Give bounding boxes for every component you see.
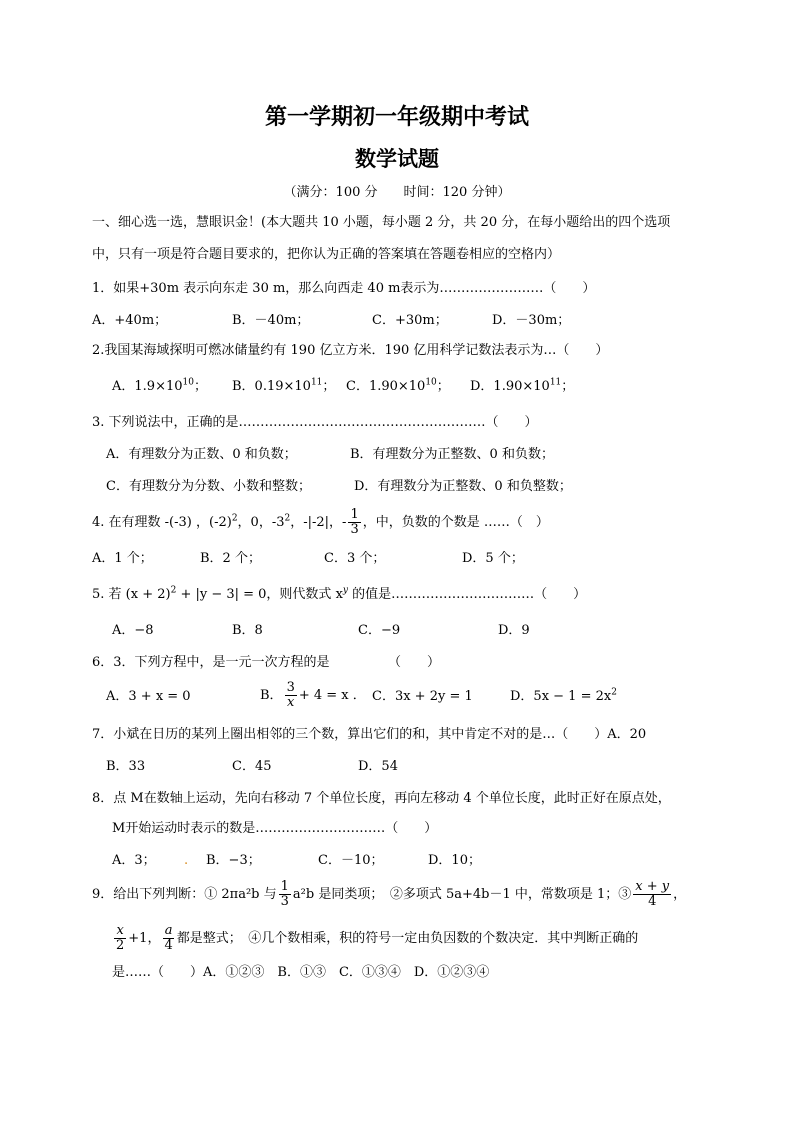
- q9-fraction-x-half: $\frac{x}{2}$: [116, 923, 125, 953]
- q9-stem-line1: 9．给出下列判断：① 2πa²b 与 $\frac{1}{3}$ a²b 是同类项； ②多项式 5a+4b－1 中，常数项是 1；③ $\frac{x + y}{4}$ ，: [92, 879, 687, 909]
- q7-option-c: C．45: [232, 759, 272, 774]
- q4-fraction: $\frac{1}{3}$: [350, 507, 359, 537]
- q1-option-c: C．+30m；: [372, 313, 448, 328]
- q8-stem-line1: 8．点 M在数轴上运动，先向右移动 7 个单位长度，再向左移动 4 个单位长度，此时正好在原点处，: [92, 791, 671, 806]
- q2-option-d: D．$1.90\times 10^{11}$；: [470, 377, 575, 394]
- q3-option-c: C．有理数分为分数、小数和整数；: [106, 479, 311, 494]
- q6-fraction: $\frac{3}{x}$: [286, 680, 295, 710]
- q5-option-a: A．−8: [112, 623, 154, 638]
- exam-subject: 数学试题: [355, 146, 439, 171]
- q4-option-c: C．3 个；: [324, 551, 386, 566]
- q2-stem: 2.我国某海域探明可燃冰储量约有 190 亿立方米．190 亿用科学记数法表示为…（ ）: [92, 343, 609, 358]
- q2-option-b: B．$0.19\times 10^{11}$；: [232, 377, 336, 394]
- q3-option-a: A．有理数分为正数、0 和负数；: [106, 447, 297, 462]
- q6-option-b: B． $\frac{3}{x}$ + 4 = x ．: [260, 680, 366, 710]
- q9-fraction-one-third: $\frac{1}{3}$: [280, 879, 289, 909]
- q5-stem: 5. 若 $(x + 2)^2 + |y - 3| = 0$，则代数式 $x^y$ 的值是……………………………（ ）: [92, 585, 587, 602]
- q8-option-a: A．3；: [112, 853, 156, 868]
- section-instruction-line1: 一、细心选一选，慧眼识金！(本大题共 10 小题，每小题 2 分，共 20 分，在每小题给出的四个选项: [92, 215, 671, 230]
- q1-stem: 1．如果+30m 表示向东走 30 m，那么向西走 40 m表示为……………………（ ）: [92, 281, 596, 296]
- q6-option-a: A．3 + x = 0: [106, 689, 191, 704]
- exam-info: （满分：100 分 时间：120 分钟）: [283, 185, 511, 200]
- q4-option-a: A．1 个；: [92, 551, 153, 566]
- section-instruction-line2: 中，只有一项是符合题目要求的，把你认为正确的答案填在答题卷相应的空格内）: [92, 247, 561, 262]
- q8-stray-dot: .: [184, 853, 189, 868]
- q8-option-d: D．10；: [428, 853, 481, 868]
- q1-option-d: D．－30m；: [492, 313, 571, 328]
- q3-stem: 3. 下列说法中，正确的是…………………………………………………（ ）: [92, 415, 538, 430]
- q5-option-b: B．8: [232, 623, 263, 638]
- q9-stem-line3: 是……（ ）A．①②③ B．①③ C．①③④ D．①②③④: [112, 965, 490, 980]
- q7-option-d: D．54: [358, 759, 398, 774]
- q3-option-d: D．有理数分为正整数、0 和负整数；: [354, 479, 572, 494]
- q8-stem-line2: M开始运动时表示的数是…………………………（ ）: [112, 821, 438, 836]
- q2-option-a: A．$1.9\times 10^{10}$；: [112, 377, 207, 394]
- q9-fraction-x-plus-y: $\frac{x + y}{4}$: [635, 879, 670, 909]
- q7-stem: 7．小斌在日历的某列上圈出相邻的三个数，算出它们的和，其中肯定不对的是…（ ）A．20: [92, 727, 647, 742]
- q4-stem: 4. 在有理数 -(-3) ，$(-2)^2$，0，$-3^2$，-|-2|，- $\frac{1}{3}$ ，中，负数的个数是 ……（ ）: [92, 507, 549, 537]
- q6-option-d: D．$5x - 1 = 2x^2$: [510, 687, 617, 704]
- q1-option-a: A．+40m；: [92, 313, 168, 328]
- q6-option-c: C．3x + 2y = 1: [372, 689, 473, 704]
- q9-stem-line2: $\frac{x}{2}$ +1， $\frac{a}{4}$ 都是整式； ④几个数相乘，积的符号一定由负因数的个数决定．其中判断正确的: [116, 923, 639, 953]
- q5-option-d: D．9: [498, 623, 530, 638]
- q7-option-b: B．33: [106, 759, 146, 774]
- q8-option-b: B．−3；: [206, 853, 261, 868]
- q4-option-d: D．5 个；: [462, 551, 524, 566]
- q8-option-c: C．－10；: [318, 853, 384, 868]
- q1-option-b: B．－40m；: [232, 313, 310, 328]
- exam-title: 第一学期初一年级期中考试: [264, 104, 529, 130]
- q4-option-b: B．2 个；: [200, 551, 261, 566]
- q9-fraction-a-quarter: $\frac{a}{4}$: [164, 923, 173, 953]
- q5-option-c: C．−9: [358, 623, 401, 638]
- q6-stem: 6．3．下列方程中，是一元一次方程的是 （ ）: [92, 655, 441, 670]
- q3-option-b: B．有理数分为正整数、0 和负数；: [350, 447, 554, 462]
- q2-option-c: C．$1.90\times 10^{10}$；: [346, 377, 450, 394]
